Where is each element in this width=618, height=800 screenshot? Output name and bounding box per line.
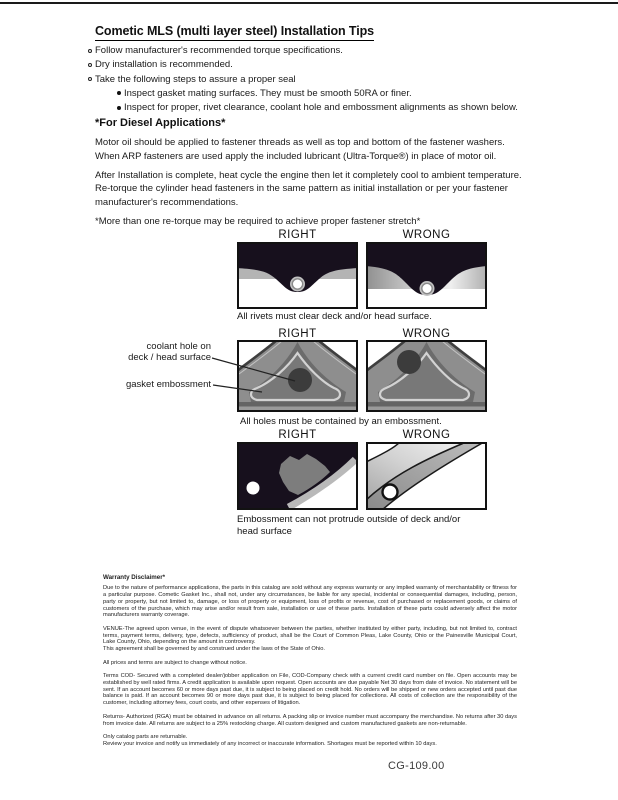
bullet-dot-icon <box>117 91 121 95</box>
annotation-text: deck / head surface <box>128 352 211 363</box>
legal-paragraph: This agreement shall be governed by and construed under the laws of the State of Ohio. <box>103 646 325 653</box>
coolant-hole-annotation <box>100 341 211 363</box>
list-item <box>88 101 522 115</box>
tip-text: Take the following steps to assure a proper seal <box>95 73 296 85</box>
legal-paragraph: Returns- Authorized (RGA) must be obtained in advance on all returns. A packing slip or invoice number must accompany the merchandise. No returns after 30 days from invoice date. All returns are subject to a 25% restocking charge. All custom designed and custom manufactured gaskets are non-returnable. <box>103 713 517 727</box>
warranty-disclaimer-section <box>103 574 517 754</box>
legal-paragraph: Due to the nature of performance applications, the parts in this catalog are sold without any express warranty or any implied warranty of merchantability or fitness for a particular purpose. Cometic Gasket Inc., shall not, under any circumstances, be liable for any special, incidental or consequential damages, including, person, party or property, but not limited to, damage, or loss of property or equipment, loss of profits or revenue, cost of purchased or replacement goods, or claims of customers of the purchase, which may arise and/or result from sale, installation or use of these parts. Installation of these parts could adversely affect the motor manufacturers warranty coverage. <box>103 585 517 619</box>
wrong-label: WRONG <box>402 229 451 241</box>
embossment-wrong-diagram <box>366 442 487 510</box>
bullet-circle-icon <box>88 63 92 67</box>
right-label: RIGHT <box>278 328 317 340</box>
gasket-embossment-annotation <box>100 379 211 390</box>
diesel-heading: *For Diesel Applications* <box>95 117 226 129</box>
list-item <box>88 73 522 87</box>
diesel-paragraph: After Installation is complete, heat cycle the engine then let it completely cool to ambient temperature. Re-torque the cylinder head fasteners in the same pattern as initial installation or per your fastener manufacturer's recommendations. <box>95 169 522 209</box>
diesel-applications-section <box>95 117 523 234</box>
list-item <box>88 58 522 72</box>
tip-text: Dry installation is recommended. <box>95 59 233 71</box>
right-label: RIGHT <box>278 229 317 241</box>
page-code: CG-109.00 <box>388 760 445 772</box>
wrong-label: WRONG <box>402 328 451 340</box>
legal-paragraph: All prices and terms are subject to change without notice. <box>103 659 247 666</box>
annotation-text: gasket embossment <box>125 379 211 390</box>
legal-paragraph: VENUE-The agreed upon venue, in the event of dispute whatsoever between the parties, whether instituted by either party, including, but not limited to, contract terms, payment terms, delivery, type, defects, sufficiency of product, shall be the Court of Common Pleas, Lake County, Ohio or the Painesville Municipal Court, Lake County, Ohio, depending on the amount in controversy. <box>103 625 517 646</box>
list-item <box>88 87 522 101</box>
wrong-label: WRONG <box>402 429 451 441</box>
legal-heading: Warranty Disclaimer* <box>103 574 166 581</box>
diagram-caption: Embossment can not protrude outside of deck and/or head surface <box>237 514 461 537</box>
legal-paragraph: Only catalog parts are returnable. <box>103 733 188 740</box>
page-title: Cometic MLS (multi layer steel) Installation Tips <box>95 24 374 41</box>
coolant-hole-wrong-diagram <box>366 340 487 412</box>
rivet-right-diagram <box>237 242 358 309</box>
page-top-rule <box>0 2 618 4</box>
bullet-dot-icon <box>117 106 121 110</box>
embossment-right-diagram <box>237 442 358 510</box>
tip-text: Inspect for proper, rivet clearance, coolant hole and embossment alignments as shown below. <box>124 102 518 114</box>
tip-text: Inspect gasket mating surfaces. They must be smooth 50RA or finer. <box>124 87 412 99</box>
coolant-hole-right-diagram <box>237 340 358 412</box>
annotation-text: coolant hole on <box>146 341 211 352</box>
installation-tips-list <box>88 44 522 115</box>
diagram-caption: All rivets must clear deck and/or head surface. <box>237 311 432 322</box>
rivet-wrong-diagram <box>366 242 487 309</box>
bullet-circle-icon <box>88 77 92 81</box>
diesel-note: *More than one re-torque may be required to achieve proper fastener stretch* <box>95 215 421 227</box>
bullet-circle-icon <box>88 49 92 53</box>
diesel-paragraph: Motor oil should be applied to fastener threads as well as top and bottom of the fastener washers. When ARP fasteners are used apply the included lubricant (Ultra-Torque®) in place of motor oil. <box>95 137 505 162</box>
legal-paragraph: Terms COD- Secured with a completed dealer/jobber application on File, COD-Company check with a current credit card number on file. Open accounts may be established by well rated firms. A credit application is available upon request. Open accounts are due payable Net 30 days from date of invoice. No statement will be sent. If an account becomes 60 or more days past due, it is subject to being placed on credit hold. No orders will be shipped or new orders accepted until past due balance is paid. If an account becomes 90 or more days past due, it is subject to being placed for collections. All costs of collection are the responsibility of the customer, including attorney fees, court costs, and other expenses of litigation. <box>103 672 517 707</box>
diagram-caption: All holes must be contained by an embossment. <box>240 416 442 427</box>
tip-text: Follow manufacturer's recommended torque specifications. <box>95 45 343 56</box>
list-item <box>88 44 522 58</box>
right-label: RIGHT <box>278 429 317 441</box>
legal-paragraph: Review your invoice and notify us immediately of any incorrect or inaccurate information. Shortages must be reported within 10 days. <box>103 740 437 747</box>
